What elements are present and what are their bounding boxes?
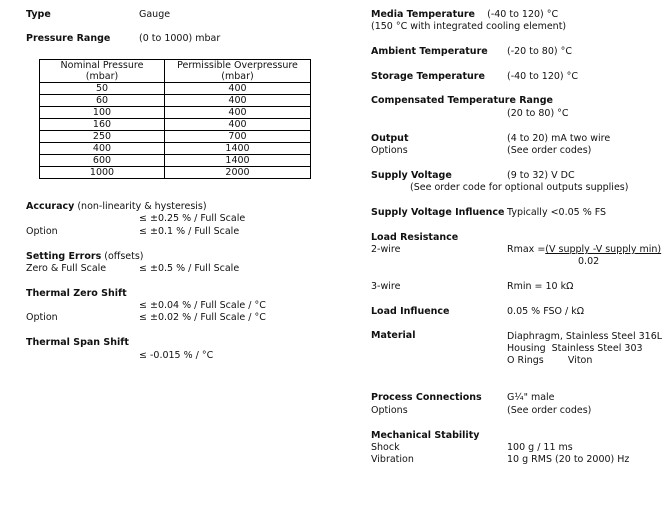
rmax-denominator: 0.02 xyxy=(578,256,600,267)
thermal-span-shift-label: Thermal Span Shift xyxy=(26,337,129,348)
ambient-temperature-value: (-20 to 80) °C xyxy=(507,46,572,57)
supply-voltage-note: (See order code for optional outputs supplies) xyxy=(410,182,629,193)
storage-temperature-label: Storage Temperature xyxy=(371,71,485,82)
material-housing: Housing Stainless Steel 303 xyxy=(507,343,643,354)
output-value: (4 to 20) mA two wire xyxy=(507,133,611,144)
process-options-value: (See order codes) xyxy=(507,405,592,416)
output-label: Output xyxy=(371,133,409,144)
rmin-value: Rmin = 10 kΩ xyxy=(507,281,574,292)
nominal-cell: 1000 xyxy=(40,167,165,179)
table-row xyxy=(40,143,311,155)
table-row xyxy=(40,119,311,131)
nominal-cell: 60 xyxy=(40,95,165,107)
thermal-zero-shift-label: Thermal Zero Shift xyxy=(26,288,127,299)
accuracy-label: Accuracy xyxy=(26,201,75,212)
overpressure-cell: 400 xyxy=(165,95,311,107)
table-row xyxy=(40,167,311,179)
media-temperature-row xyxy=(371,9,558,21)
nominal-cell: 100 xyxy=(40,107,165,119)
compensated-range-label: Compensated Temperature Range xyxy=(371,95,553,106)
process-options-label: Options xyxy=(371,405,408,416)
media-temperature-note: (150 °C with integrated cooling element) xyxy=(371,21,567,32)
supply-influence-label: Supply Voltage Influence xyxy=(371,207,505,218)
thermal-span-shift-value: ≤ -0.015 % / °C xyxy=(139,350,214,361)
supply-voltage-label: Supply Voltage xyxy=(371,170,452,181)
shock-label: Shock xyxy=(371,442,400,453)
three-wire-label: 3-wire xyxy=(371,281,401,292)
storage-temperature-value: (-40 to 120) °C xyxy=(507,71,579,82)
thermal-zero-option-label: Option xyxy=(26,312,58,323)
overpressure-cell: 400 xyxy=(165,107,311,119)
setting-errors-label: Setting Errors xyxy=(26,251,102,262)
media-temperature-value: (-40 to 120) °C xyxy=(487,9,559,20)
accuracy-note: (non-linearity & hysteresis) xyxy=(77,201,207,212)
overpressure-cell: 1400 xyxy=(165,143,311,155)
rmax-formula xyxy=(507,244,661,256)
header-nominal-pressure: Nominal Pressure (mbar) xyxy=(40,60,165,83)
output-options-value: (See order codes) xyxy=(507,145,592,156)
nominal-cell: 600 xyxy=(40,155,165,167)
vibration-label: Vibration xyxy=(371,454,414,465)
table-row xyxy=(40,95,311,107)
output-options-label: Options xyxy=(371,145,408,156)
nominal-cell: 250 xyxy=(40,131,165,143)
accuracy-option-label: Option xyxy=(26,226,58,237)
ambient-temperature-label: Ambient Temperature xyxy=(371,46,488,57)
overpressure-cell: 700 xyxy=(165,131,311,143)
shock-value: 100 g / 11 ms xyxy=(507,442,573,453)
process-connections-value: G¼" male xyxy=(507,392,555,403)
setting-errors-heading xyxy=(26,251,144,263)
overpressure-cell: 400 xyxy=(165,119,311,131)
type-label: Type xyxy=(26,9,51,20)
header-permissible-overpressure: Permissible Overpressure (mbar) xyxy=(165,60,311,83)
mechanical-stability-label: Mechanical Stability xyxy=(371,430,480,441)
pressure-range-value: (0 to 1000) mbar xyxy=(139,33,221,44)
supply-voltage-value: (9 to 32) V DC xyxy=(507,170,575,181)
nominal-cell: 400 xyxy=(40,143,165,155)
material-o-rings: O Rings Viton xyxy=(507,355,593,366)
accuracy-heading xyxy=(26,201,207,213)
process-connections-label: Process Connections xyxy=(371,392,482,403)
accuracy-value: ≤ ±0.25 % / Full Scale xyxy=(139,213,246,224)
table-row xyxy=(40,131,311,143)
setting-errors-sub: Zero & Full Scale xyxy=(26,263,107,274)
table-row xyxy=(40,83,311,95)
compensated-range-value: (20 to 80) °C xyxy=(507,108,569,119)
thermal-zero-shift-value: ≤ ±0.04 % / Full Scale / °C xyxy=(139,300,266,311)
pressure-range-label: Pressure Range xyxy=(26,33,111,44)
accuracy-option-value: ≤ ±0.1 % / Full Scale xyxy=(139,226,240,237)
overpressure-cell: 400 xyxy=(165,83,311,95)
nominal-cell: 50 xyxy=(40,83,165,95)
nominal-cell: 160 xyxy=(40,119,165,131)
load-influence-label: Load Influence xyxy=(371,306,450,317)
media-temperature-label: Media Temperature xyxy=(371,9,476,20)
vibration-value: 10 g RMS (20 to 2000) Hz xyxy=(507,454,630,465)
table-row xyxy=(40,155,311,167)
load-resistance-label: Load Resistance xyxy=(371,232,459,243)
table-header-row xyxy=(40,60,311,83)
supply-influence-value: Typically <0.05 % FS xyxy=(507,207,607,218)
overpressure-cell: 1400 xyxy=(165,155,311,167)
overpressure-cell: 2000 xyxy=(165,167,311,179)
material-label: Material xyxy=(371,330,416,341)
pressure-table xyxy=(39,59,311,179)
rmax-prefix: Rmax = xyxy=(507,244,546,255)
load-influence-value: 0.05 % FSO / kΩ xyxy=(507,306,585,317)
material-diaphragm: Diaphragm, Stainless Steel 316L xyxy=(507,331,663,342)
setting-errors-value: ≤ ±0.5 % / Full Scale xyxy=(139,263,240,274)
two-wire-label: 2-wire xyxy=(371,244,401,255)
setting-errors-note: (offsets) xyxy=(104,251,144,262)
thermal-zero-option-value: ≤ ±0.02 % / Full Scale / °C xyxy=(139,312,266,323)
type-value: Gauge xyxy=(139,9,171,20)
table-row xyxy=(40,107,311,119)
rmax-numerator: (V supply -V supply min) xyxy=(545,244,662,255)
